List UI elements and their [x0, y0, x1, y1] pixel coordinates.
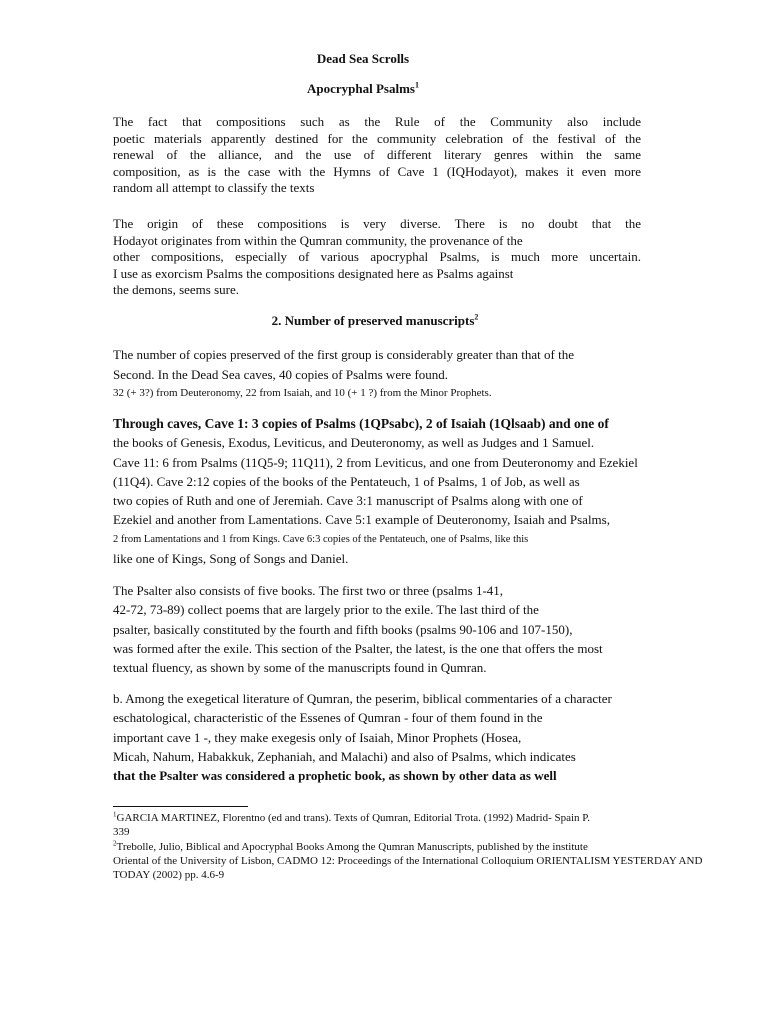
footnote-ref-2[interactable]: 2: [474, 312, 479, 322]
section-heading-apocryphal-psalms: Apocryphal Psalms$^1$: [307, 80, 419, 96]
paragraph-line: The Psalter also consists of five books. The first two or three (psalms 1-41,: [113, 583, 504, 598]
footnote-line: Oriental of the University of Lisbon, CADMO 12: Proceedings of the International Colloquium ORIENTALISM YESTERDAY AND: [113, 854, 703, 867]
footnote-marker: 1: [113, 810, 117, 819]
paragraph-line: the books of Genesis, Exodus, Leviticus, and Deuteronomy, as well as Judges and 1 Samuel.: [113, 435, 595, 451]
footnote-divider: [113, 806, 248, 807]
paragraph-line: 42-72, 73-89) collect poems that are largely prior to the exile. The last third of the: [113, 602, 539, 618]
paragraph-line: I use as exorcism Psalms the compositions designated here as Psalms against: [113, 265, 514, 281]
paragraph-line: The fact that compositions such as the Rule of the Community also include: [113, 114, 641, 129]
paragraph-2: [113, 216, 641, 299]
paragraph-line: like one of Kings, Song of Songs and Daniel.: [113, 551, 349, 567]
footnote-line: TODAY (2002) pp. 4.6-9: [113, 868, 225, 881]
footnote-line: $^2$Trebolle, Julio, Biblical and Apocryphal Books Among the Qumran Manuscripts, published by the institute: [113, 839, 588, 853]
paragraph-5: [113, 581, 641, 677]
paragraph-line: textual fluency, as shown by some of the manuscripts found in Qumran.: [113, 660, 487, 676]
paragraph-line: the demons, seems sure.: [113, 282, 240, 297]
paragraph-line: Second. In the Dead Sea caves, 40 copies of Psalms were found.: [113, 366, 449, 382]
paragraph-line: b. Among the exegetical literature of Qumran, the peserim, biblical commentaries of a character: [113, 691, 612, 706]
paragraph-6: [113, 689, 641, 785]
footnote-1: [113, 812, 768, 840]
paragraph-line: important cave 1 -, they make exegesis only of Isaiah, Minor Prophets (Hosea,: [113, 729, 522, 745]
paragraph-line: eschatological, characteristic of the Essenes of Qumran - four of them found in the: [113, 710, 543, 726]
paragraph-line: Hodayot originates from within the Qumran community, the provenance of the: [113, 232, 523, 248]
section-heading-manuscripts: 2. Number of preserved manuscripts$^2$: [271, 312, 479, 328]
paragraph-line: Through caves, Cave 1: 3 copies of Psalms (1QPsabc), 2 of Isaiah (1Qlsaab) and one of: [113, 416, 609, 431]
footnote-ref-1[interactable]: 1: [414, 80, 419, 90]
paragraph-line: Micah, Nahum, Habakkuk, Zephaniah, and Malachi) and also of Psalms, which indicates: [113, 748, 576, 764]
paragraph-line: (11Q4). Cave 2:12 copies of the books of the Pentateuch, 1 of Psalms, 1 of Job, as well as: [113, 473, 580, 489]
paragraph-line: Ezekiel and another from Lamentations. Cave 5:1 example of Deuteronomy, Isaiah and Psalms,: [113, 512, 610, 528]
footnote-line: 339: [113, 825, 130, 838]
footnote-marker: 2: [113, 839, 117, 848]
paragraph-line: was formed after the exile. This section of the Psalter, the latest, is the one that offers the most: [113, 640, 603, 656]
paragraph-line: that the Psalter was considered a prophetic book, as shown by other data as well: [113, 768, 557, 784]
paragraph-line: 2 from Lamentations and 1 from Kings. Cave 6:3 copies of the Pentateuch, one of Psalms, like this: [113, 533, 529, 545]
paragraph-3: [113, 345, 641, 404]
paragraph-line: poetic materials apparently destined for the community celebration of the festival of the: [113, 130, 641, 146]
paragraph-line: The origin of these compositions is very diverse. There is no doubt that the: [113, 216, 641, 231]
paragraph-line: random all attempt to classify the texts: [113, 180, 315, 195]
paragraph-line: The number of copies preserved of the first group is considerably greater than that of the: [113, 347, 574, 362]
paragraph-line: other compositions, especially of various apocryphal Psalms, is much more uncertain.: [113, 249, 641, 264]
document-title: Dead Sea Scrolls: [316, 51, 410, 66]
paragraph-line: 32 (+ 3?) from Deuteronomy, 22 from Isaiah, and 10 (+ 1 ?) from the Minor Prophets.: [113, 387, 492, 399]
paragraph-line: two copies of Ruth and one of Jeremiah. Cave 3:1 manuscript of Psalms along with one of: [113, 493, 583, 509]
footnote-line: $^1$GARCIA MARTINEZ, Florentno (ed and trans). Texts of Qumran, Editorial Trota. (1992) Madrid- Spain P.: [113, 810, 590, 824]
footnote-2: [113, 841, 768, 882]
paragraph-1: [113, 114, 641, 197]
paragraph-line: Cave 11: 6 from Psalms (11Q5-9; 11Q11), 2 from Leviticus, and one from Deuteronomy and Ezekiel: [113, 454, 638, 470]
paragraph-line: composition, as is the case with the Hymns of Cave 1 (IQHodayot), makes it even more: [113, 163, 641, 179]
paragraph-line: psalter, basically constituted by the fourth and fifth books (psalms 90-106 and 107-150),: [113, 621, 573, 637]
paragraph-4: [113, 414, 645, 568]
paragraph-line: renewal of the alliance, and the use of different literary genres within the same: [113, 147, 641, 162]
